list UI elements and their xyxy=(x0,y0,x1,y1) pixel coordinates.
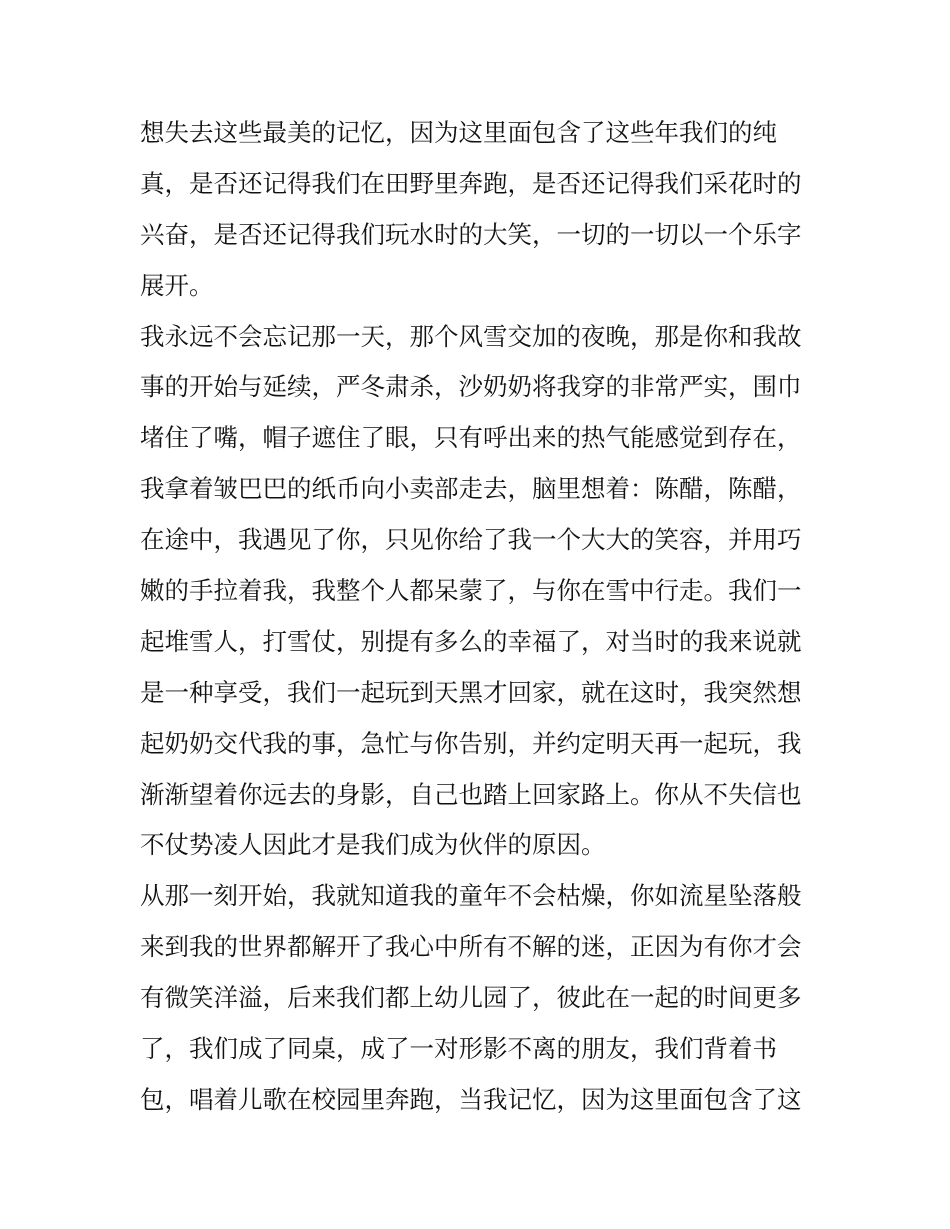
text-line: 有微笑洋溢，后来我们都上幼儿园了，彼此在一起的时间更多 xyxy=(140,983,802,1013)
text-line: 嫩的手拉着我，我整个人都呆蒙了，与你在雪中行走。我们一 xyxy=(140,576,802,606)
text-line: 起堆雪人，打雪仗，别提有多么的幸福了，对当时的我来说就 xyxy=(140,626,802,656)
text-line: 了，我们成了同桌，成了一对形影不离的朋友，我们背着书 xyxy=(140,1034,777,1064)
text-line: 堵住了嘴，帽子遮住了眼，只有呼出来的热气能感觉到存在， xyxy=(140,423,802,453)
document-body xyxy=(140,108,820,1126)
text-line: 渐渐望着你远去的身影，自己也踏上回家路上。你从不失信也 xyxy=(140,779,802,809)
text-line: 真，是否还记得我们在田野里奔跑，是否还记得我们采花时的 xyxy=(140,168,802,198)
text-line: 来到我的世界都解开了我心中所有不解的迷，正因为有你才会 xyxy=(140,932,802,962)
text-line: 想失去这些最美的记忆，因为这里面包含了这些年我们的纯 xyxy=(140,118,777,147)
text-line: 我永远不会忘记那一天，那个风雪交加的夜晚，那是你和我故 xyxy=(140,321,802,351)
text-line: 在途中，我遇见了你，只见你给了我一个大大的笑容，并用巧 xyxy=(140,525,802,555)
text-line: 兴奋，是否还记得我们玩水时的大笑，一切的一切以一个乐字 xyxy=(140,219,802,249)
text-line: 是一种享受，我们一起玩到天黑才回家，就在这时，我突然想 xyxy=(140,677,802,707)
text-line: 事的开始与延续，严冬肃杀，沙奶奶将我穿的非常严实，围巾 xyxy=(140,372,802,402)
text-line: 包，唱着儿歌在校园里奔跑，当我记忆，因为这里面包含了这 xyxy=(140,1084,802,1114)
text-line: 展开。 xyxy=(140,270,214,300)
text-line: 从那一刻开始，我就知道我的童年不会枯燥，你如流星坠落般 xyxy=(140,881,802,911)
text-line: 不仗势凌人因此才是我们成为伙伴的原因。 xyxy=(140,830,606,860)
text-line: 起奶奶交代我的事，急忙与你告别，并约定明天再一起玩，我 xyxy=(140,728,802,758)
text-line: 我拿着皱巴巴的纸币向小卖部走去，脑里想着：陈醋，陈醋， xyxy=(140,474,802,504)
